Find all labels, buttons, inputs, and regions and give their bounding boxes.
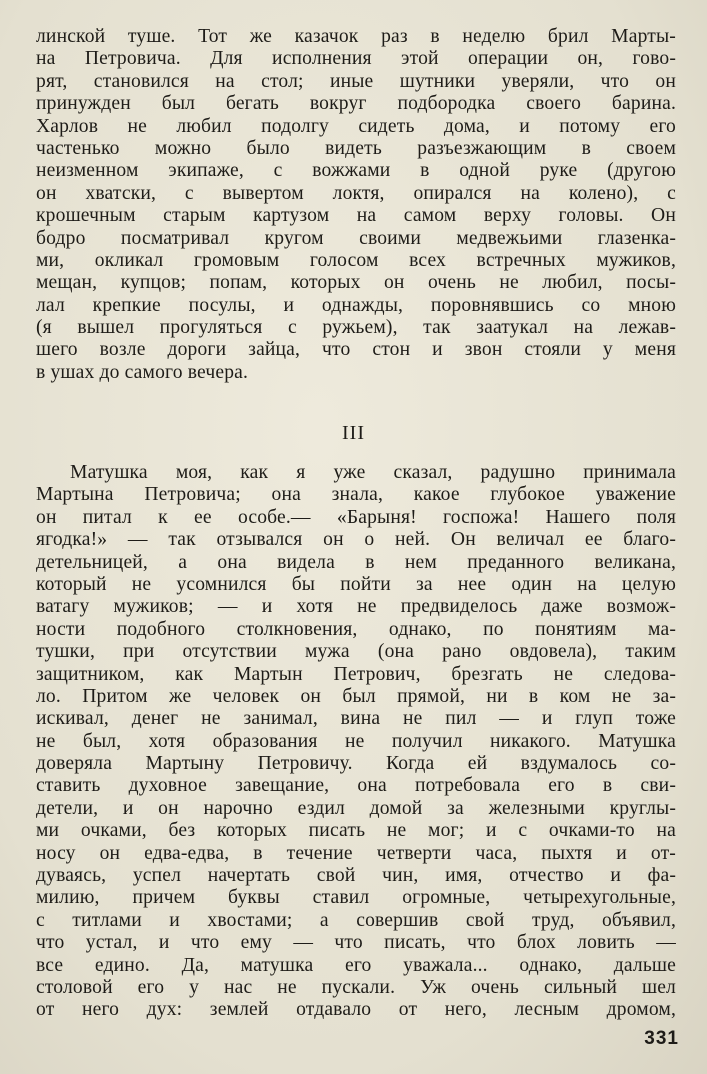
text-line: носу он едва-едва, в течение четверти часа, пыхтя и от- — [36, 842, 676, 864]
text-line: лал крепкие посулы, и однажды, поровнявшись со мною — [36, 294, 676, 316]
text-line: тушки, при отсутствии мужа (она рано овдовела), таким — [36, 641, 676, 663]
text-line: доверяла Мартыну Петровичу. Когда ей вздумалось со- — [36, 753, 676, 775]
text-line: частенько можно было видеть разъезжающим в своем — [36, 137, 676, 159]
text-line: принужден был бегать вокруг подбородка своего барина. — [36, 93, 676, 115]
text-line: бодро посматривал кругом своими медвежьими глазенка- — [36, 227, 676, 249]
text-line: неизменном экипаже, с вожжами в одной руке (другою — [36, 160, 676, 182]
text-line: ставить духовное завещание, она потребовала его в сви- — [36, 775, 676, 797]
text-line: в ушах до самого вечера. — [36, 361, 249, 383]
page-number: 331 — [644, 1028, 679, 1049]
text-line: защитником, как Мартын Петрович, брезгать не следова- — [36, 663, 676, 685]
text-line: ми, окликал громовым голосом всех встречных мужиков, — [36, 249, 676, 271]
text-line: ватагу мужиков; — и хотя не предвиделось даже возмож- — [36, 596, 676, 618]
text-line: мещан, купцов; попам, которых он очень не любил, посы- — [36, 272, 676, 294]
text-line: ло. Притом же человек он был прямой, ни в ком не за- — [36, 685, 676, 707]
paragraph-continuation — [36, 26, 676, 384]
text-line: Матушка моя, как я уже сказал, радушно принимала — [70, 462, 676, 483]
text-line: ми очками, без которых писать не мог; и с очками-то на — [36, 820, 676, 842]
text-line: с титлами и хвостами; а совершив свой труд, объявил, — [36, 909, 676, 931]
text-line: (я вышел прогуляться с ружьем), так заатукал на лежав- — [36, 317, 676, 339]
text-line: который не усомнился бы пойти за нее один на целую — [36, 573, 676, 595]
text-line: что устал, и что ему — что писать, что блох ловить — — [36, 932, 676, 954]
text-line: детели, и он нарочно ездил домой за железными круглы- — [36, 797, 676, 819]
text-line: шего возле дороги зайца, что стон и звон стояли у меня — [36, 339, 676, 361]
text-line: милию, причем буквы ставил огромные, четырехугольные, — [36, 887, 676, 909]
text-line: рят, становился на стол; иные шутники уверяли, что он — [36, 70, 676, 92]
text-line: столовой его у нас не пускали. Уж очень сильный шел — [36, 976, 676, 998]
text-line: от него дух: землей отдавало от него, лесным дромом, — [36, 999, 676, 1021]
text-line: ягодка!» — так отзывался он о ней. Он величал ее благо- — [36, 529, 676, 551]
text-line: все едино. Да, матушка его уважала... однако, дальше — [36, 954, 676, 976]
paragraph-chapter-three — [36, 462, 676, 1022]
text-line: Харлов не любил подолгу сидеть дома, и потому его — [36, 115, 676, 137]
text-line: Мартына Петровича; она знала, какое глубокое уважение — [36, 484, 676, 506]
text-line: он питал к ее особе.— «Барыня! госпожа! Нашего поля — [36, 506, 676, 528]
text-line: дуваясь, успел начертать свой чин, имя, отчество и фа- — [36, 865, 676, 887]
text-line: линской туше. Тот же казачок раз в неделю брил Марты- — [36, 26, 676, 47]
text-line: он хватски, с вывертом локтя, опирался на колено), с — [36, 182, 676, 204]
text-line: крошечным старым картузом на самом верху головы. Он — [36, 205, 676, 227]
text-line: ности подобного столкновения, однако, по понятиям ма- — [36, 618, 676, 640]
chapter-heading: III — [342, 422, 365, 444]
text-line: детельницей, а она видела в нем преданного великана, — [36, 551, 676, 573]
text-line: искивал, денег не занимал, вина не пил — и глуп тоже — [36, 708, 676, 730]
text-line: не был, хотя образования не получил никакого. Матушка — [36, 730, 676, 752]
text-line: на Петровича. Для исполнения этой операции он, гово- — [36, 48, 676, 70]
